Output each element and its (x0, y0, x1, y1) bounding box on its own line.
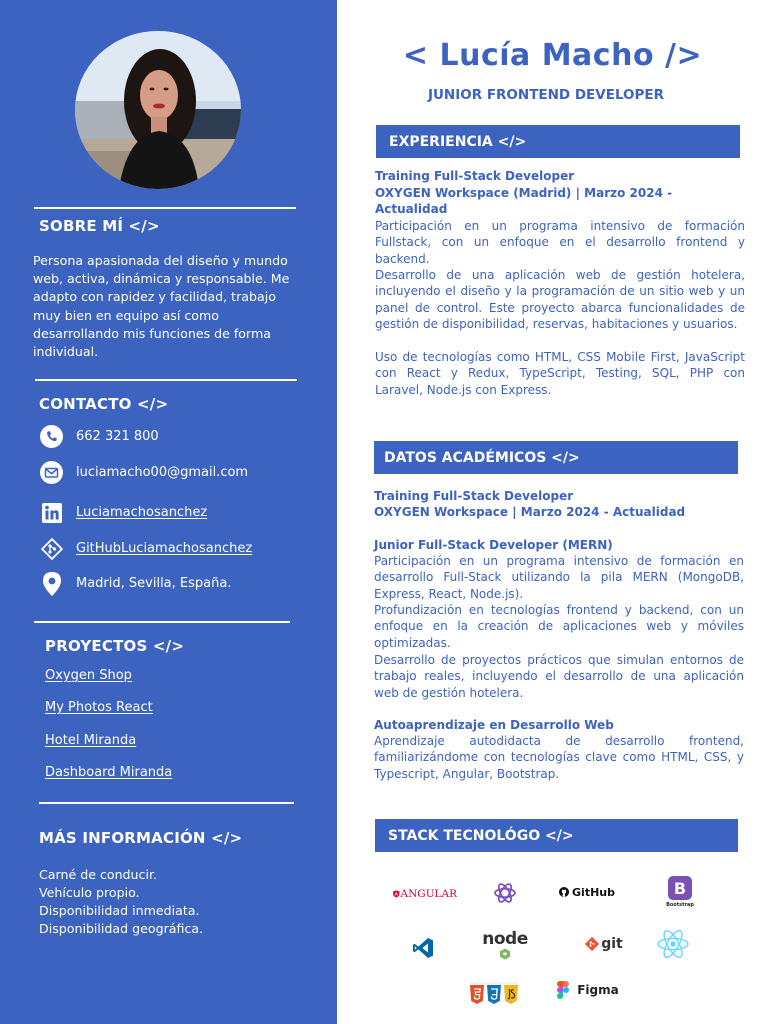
job-title: JUNIOR FRONTEND DEVELOPER (427, 87, 665, 103)
email-icon (40, 461, 63, 484)
academic-heading: DATOS ACADÉMICOS </> (374, 441, 738, 474)
angular-wordmark: ANGULAR (400, 888, 457, 900)
node-hexagon-icon (499, 948, 511, 960)
css3-icon (487, 985, 501, 1004)
project-link[interactable]: Oxygen Shop (45, 668, 132, 683)
contact-phone-text: 662 321 800 (76, 429, 159, 444)
experience-heading: EXPERIENCIA </> (376, 125, 740, 158)
html-css-js-logos (468, 981, 520, 1007)
contact-email-text: luciamacho00@gmail.com (76, 465, 249, 480)
more-info-line: Disponibilidad geográfica. (39, 921, 204, 936)
experience-company: OXYGEN Workspace (Madrid) | Marzo 2024 - Actualidad (375, 186, 673, 217)
academic-paragraph: Participación en un programa intensivo de formación en desarrollo Full-Stack utilizando la pila MERN (MongoDB, Express, React, Node.js). (374, 554, 744, 601)
git-logo (582, 932, 626, 956)
github-wordmark: GitHub (572, 885, 615, 899)
vscode-icon (410, 936, 436, 960)
html5-icon (470, 985, 484, 1004)
linkedin-icon (40, 501, 63, 524)
bootstrap-letter: B (673, 878, 687, 898)
profile-photo (75, 31, 241, 189)
contact-github[interactable] (40, 537, 252, 560)
stack-heading: STACK TECNOLÓGO </> (375, 819, 738, 852)
bootstrap-wordmark: Bootstrap (666, 902, 694, 908)
contact-linkedin[interactable] (40, 501, 207, 524)
academic-title: Training Full-Stack Developer (374, 489, 574, 503)
academic-subtitle: Autoaprendizaje en Desarrollo Web (374, 718, 614, 732)
figma-logo (557, 978, 619, 1002)
divider (34, 207, 296, 209)
contact-location-text: Madrid, Sevilla, España. (76, 576, 232, 591)
bootstrap-logo (662, 874, 698, 910)
more-info-line: Carné de conducir. (39, 867, 157, 882)
node-wordmark: node (482, 928, 528, 949)
sidebar (0, 0, 337, 1024)
git-icon (40, 537, 63, 560)
experience-title: Training Full-Stack Developer (375, 169, 575, 183)
more-info-heading: MÁS INFORMACIÓN </> (39, 829, 243, 847)
figma-wordmark: Figma (577, 983, 619, 997)
git-wordmark: git (601, 936, 623, 952)
projects-heading: PROYECTOS </> (45, 637, 185, 655)
experience-paragraph: Uso de tecnologías como HTML, CSS Mobile First, JavaScript con React y Redux, TypeScript, Testing, SQL, PHP con Laravel, Node.js con Express. (375, 350, 745, 397)
more-info-line: Disponibilidad inmediata. (39, 903, 200, 918)
bootstrap-icon (668, 876, 692, 900)
more-info-line: Vehículo propio. (39, 885, 140, 900)
academic-company: OXYGEN Workspace | Marzo 2024 - Actualidad (374, 505, 686, 519)
contact-github-link[interactable]: GitHubLuciamachosanchez (76, 541, 253, 556)
divider (35, 379, 297, 381)
academic-paragraph: Aprendizaje autodidacta de desarrollo frontend, familiarizándome con tecnologías clave como HTML, CSS, y Typescript, Angular, Bootstrap. (374, 734, 744, 781)
github-logo (559, 880, 615, 904)
experience-paragraph: Desarrollo de una aplicación web de gestión hotelera, incluyendo el diseño y la programación de un sitio web y un panel de control. Este proyecto abarca funcionalidades de gestión de disponibilidad, reservas, habitaciones y usuarios. (375, 268, 745, 332)
academic-subtitle: Junior Full-Stack Developer (MERN) (374, 538, 613, 552)
angular-logo (393, 881, 457, 907)
javascript-icon (504, 985, 518, 1004)
contact-email[interactable] (40, 461, 248, 484)
project-link[interactable]: Dashboard Miranda (45, 765, 173, 780)
about-heading: SOBRE MÍ </> (39, 217, 160, 235)
experience-paragraph: Participación en un programa intensivo de formación Fullstack, con un enfoque en el desarrollo frontend y backend. (375, 219, 745, 266)
contact-phone[interactable] (40, 425, 159, 448)
phone-icon (40, 425, 63, 448)
academic-paragraph: Desarrollo de proyectos prácticos que simulan entornos de trabajo reales, incluyendo el desarrollo de una aplicación web de gestión hotelera. (374, 653, 744, 700)
react-icon (655, 928, 691, 960)
academic-paragraph: Profundización en tecnologías frontend y backend, con un enfoque en la creación de aplicaciones web y móviles optimizadas. (374, 603, 744, 650)
page-title: < Lucía Macho /> (402, 38, 703, 73)
project-link[interactable]: Hotel Miranda (45, 733, 137, 748)
divider (34, 621, 290, 623)
nodejs-logo (478, 929, 532, 961)
contact-heading: CONTACTO </> (39, 395, 169, 413)
contact-location (40, 572, 231, 595)
divider (39, 802, 294, 804)
redux-icon (492, 880, 518, 906)
project-link[interactable]: My Photos React (45, 700, 153, 715)
main-content (337, 0, 768, 1024)
location-pin-icon (40, 572, 63, 595)
contact-linkedin-link[interactable]: Luciamachosanchez (76, 505, 208, 520)
about-text: Persona apasionada del diseño y mundo web, activa, dinámica y responsable. Me adapto con rapidez y facilidad, trabajo muy bien en equipo así como desarrollando mis funciones de forma individual. (33, 253, 290, 360)
